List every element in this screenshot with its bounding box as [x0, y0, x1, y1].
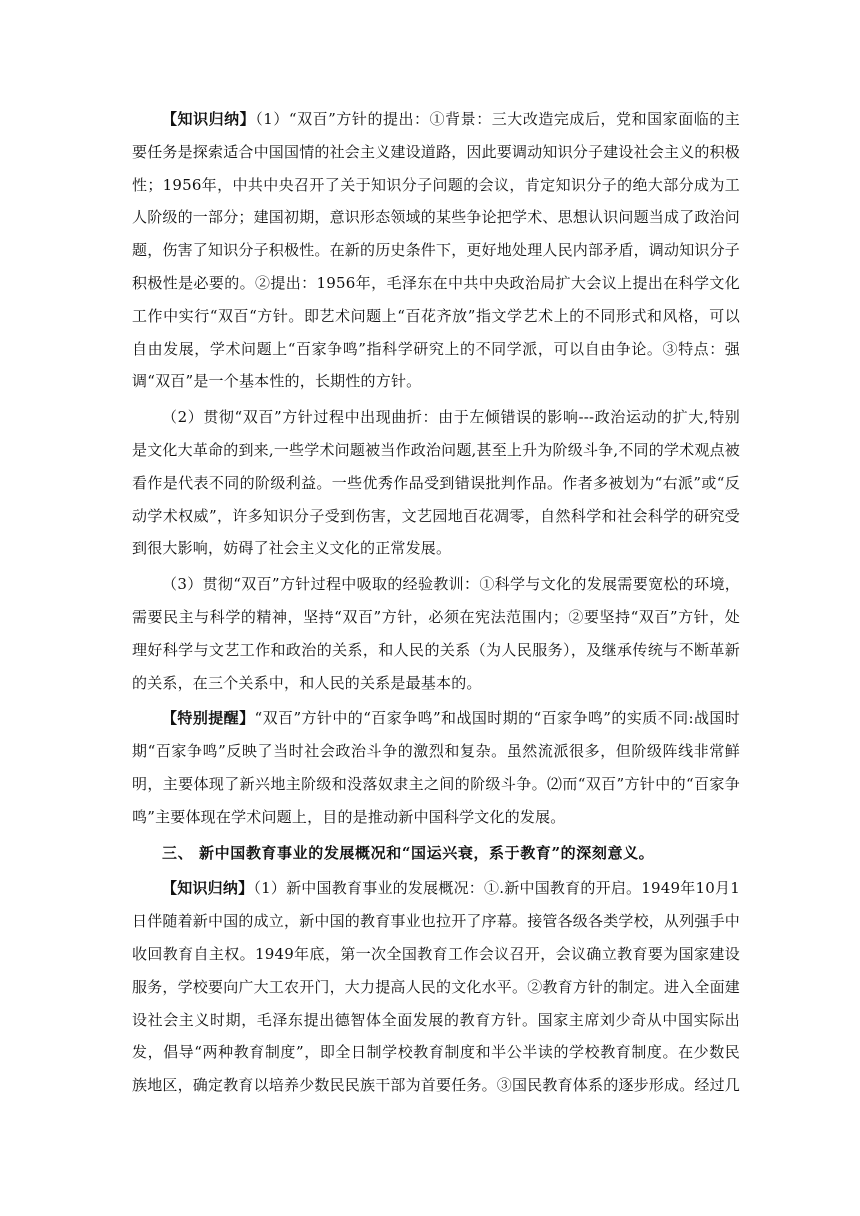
- paragraph-special-reminder: [132, 702, 740, 833]
- paragraph-text: （2）贯彻“双百”方针过程中出现曲折：由于左倾错误的影响---政治运动的扩大,特别是文化大革命的到来,一些学术问题被当作政治问题,甚至上升为阶级斗争,不同的学术观点被看作是代表不同的阶级利益。一些优秀作品受到错误批判作品。作者多被划为“右派”或“反动学术权威”，许多知识分子受到伤害，文艺园地百花凋零，自然科学和社会科学的研究受到很大影响，妨碍了社会主义文化的正常发展。: [132, 408, 740, 558]
- paragraph-knowledge-summary-2: [132, 872, 740, 1102]
- paragraph-text: （1）新中国教育事业的发展概况：①.新中国教育的开启。1949年10月1日伴随着新中国的成立，新中国的教育事业也拉开了序幕。接管各级各类学校，从列强手中收回教育自主权。1949年底，第一次全国教育工作会议召开，会议确立教育要为国家建设服务，学校要向广大工农开门，大力提高人民的文化水平。②教育方针的制定。进入全面建设社会主义时期，毛泽东提出德智体全面发展的教育方针。国家主席刘少奇从中国实际出发，倡导“两种教育制度”，即全日制学校教育制度和半公半读的学校教育制度。在少数民族地区，确定教育以培养少数民民族干部为首要任务。③国民教育体系的逐步形成。经过几: [132, 879, 741, 1095]
- paragraph-text: （3）贯彻“双百”方针过程中吸取的经验教训：①科学与文化的发展需要宽松的环境，需要民主与科学的精神，坚持“双百”方针，必须在宪法范围内；②要坚持“双百”方针，处理好科学与文艺工作和政治的关系，和人民的关系（为人民服务），及继承传统与不断革新的关系，在三个关系中，和人民的关系是最基本的。: [132, 575, 740, 692]
- paragraph-lessons: [132, 568, 740, 699]
- paragraph-knowledge-summary-1: [132, 103, 740, 398]
- label-special-reminder: 【特别提醒】: [162, 709, 255, 728]
- paragraph-text: （1）“双百”方针的提出：①背景：三大改造完成后，党和国家面临的主要任务是探索适合中国国情的社会主义建设道路，因此要调动知识分子建设社会主义的积极性；1956年，中共中央召开了关于知识分子问题的会议，肯定知识分子的绝大部分成为工人阶级的一部分；建国初期，意识形态领域的某些争论把学术、思想认识问题当成了政治问题，伤害了知识分子积极性。在新的历史条件下，更好地处理人民内部矛盾，调动知识分子积极性是必要的。②提出：1956年，毛泽东在中共中央政治局扩大会议上提出在科学文化工作中实行“双百“方针。即艺术问题上“百花齐放”指文学艺术上的不同形式和风格，可以自由发展，学术问题上“百家争鸣”指科学研究上的不同学派，可以自由争论。③特点：强调“双百”是一个基本性的，长期性的方针。: [132, 110, 741, 391]
- label-knowledge-summary: 【知识归纳】: [162, 879, 254, 898]
- section-heading: 三、 新中国教育事业的发展概况和“国运兴衰，系于教育”的深刻意义。: [162, 843, 655, 862]
- paragraph-twists: [132, 401, 740, 565]
- label-knowledge-summary: 【知识归纳】: [162, 110, 256, 128]
- document-body: [132, 103, 740, 1105]
- paragraph-text: “双百”方针中的“百家争鸣”和战国时期的“百家争鸣”的实质不同:战国时期“百家争鸣”反映了当时社会政治斗争的激烈和复杂。虽然流派很多，但阶级阵线非常鲜明，主要体现了新兴地主阶级和没落奴隶主之间的阶级斗争。⑵而“双百”方针中的“百家争鸣”主要体现在学术问题上，目的是推动新中国科学文化的发展。: [132, 709, 740, 826]
